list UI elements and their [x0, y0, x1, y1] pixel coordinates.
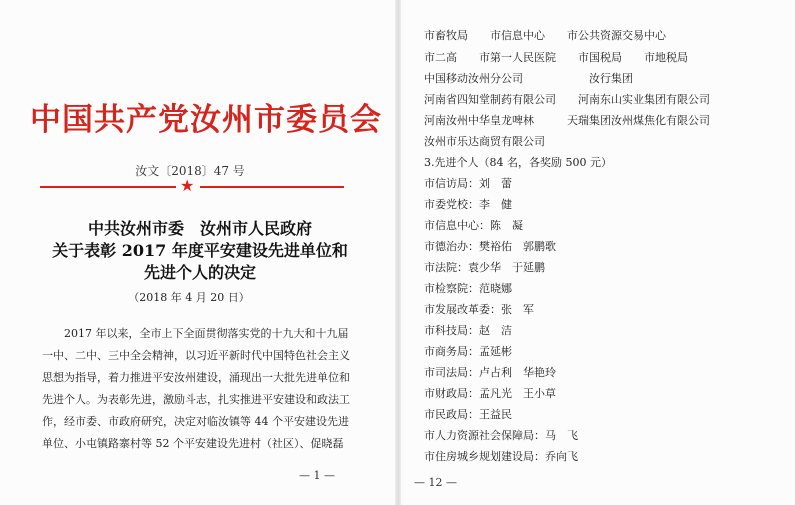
section-heading-individuals: 3.先进个人（84 名，各奖励 500 元） [424, 156, 612, 169]
award-list-line: 市住房城乡规划建设局：乔向飞 [424, 450, 578, 463]
award-list-line: 市信访局：刘 蕾 [424, 177, 512, 190]
body-text-line: 2017 年以来，全市上下全面贯彻落实党的十九大和十九届 [64, 327, 349, 340]
award-list-line: 市德治办：樊裕佑 郭鹏歌 [424, 240, 556, 253]
award-list-line: 市委党校：李 健 [424, 198, 512, 211]
page-number-right: — 12 — [414, 476, 457, 489]
award-list-line: 市畜牧局 市信息中心 市公共资源交易中心 [424, 29, 666, 42]
award-list-line: 河南省四知堂制药有限公司 河南东山实业集团有限公司 [424, 93, 710, 106]
document-title-line-3: 先进个人的决定 [143, 263, 256, 282]
body-text-line: 单位、小屯镇路寨村等 52 个平安建设先进村（社区）、促晓磊 [42, 437, 344, 450]
award-list-line: 市二高 市第一人民医院 市国税局 市地税局 [424, 51, 688, 64]
award-list-line: 市发展改革委：张 军 [424, 303, 534, 316]
document-date: （2018 年 4 月 20 日） [128, 291, 250, 304]
award-list-line: 市人力资源社会保障局：马 飞 [424, 429, 578, 442]
award-list-line: 市信息中心：陈 凝 [424, 219, 523, 232]
body-text-line: 先进个人。为表彰先进，激励斗志，扎实推进平安建设和政法工 [42, 393, 350, 406]
award-list-line: 市财政局：孟凡光 王小草 [424, 387, 556, 400]
body-text-line: 作，经市委、市政府研究，决定对临汝镇等 44 个平安建设先进 [42, 415, 349, 428]
letterhead-rule-right [200, 186, 344, 188]
document-number: 汝文〔2018〕47 号 [135, 164, 245, 178]
page-gutter [395, 0, 401, 505]
document-title-line-1: 中共汝州市委 汝州市人民政府 [87, 219, 312, 238]
award-list-line: 市司法局：卢占利 华艳玲 [424, 366, 556, 379]
award-list-line: 市商务局：孟延彬 [424, 345, 512, 358]
star-icon: ★ [180, 176, 195, 195]
award-list-line: 河南汝州中华皇龙啤林 天瑞集团汝州煤焦化有限公司 [424, 114, 710, 127]
organization-letterhead: 中国共产党汝州市委员会 [30, 102, 382, 138]
body-text-line: 一中、二中、三中全会精神，以习近平新时代中国特色社会主义 [42, 349, 350, 362]
body-text-line: 思想为指导，着力推进平安汝州建设，涌现出一大批先进单位和 [42, 371, 350, 384]
letterhead-rule-left [40, 186, 176, 188]
award-list-line: 市科技局：赵 洁 [424, 324, 512, 337]
award-list-line: 市民政局：王益民 [424, 408, 512, 421]
award-list-line: 中国移动汝州分公司 汝行集团 [424, 72, 633, 85]
document-title-line-2: 关于表彰 2017 年度平安建设先进单位和 [52, 241, 348, 260]
award-list-line: 汝州市乐达商贸有限公司 [424, 135, 545, 148]
page-number-left: — 1 — [299, 469, 335, 482]
award-list-line: 市检察院：范晓娜 [424, 282, 512, 295]
award-list-line: 市法院：袁少华 于延鹏 [424, 261, 545, 274]
